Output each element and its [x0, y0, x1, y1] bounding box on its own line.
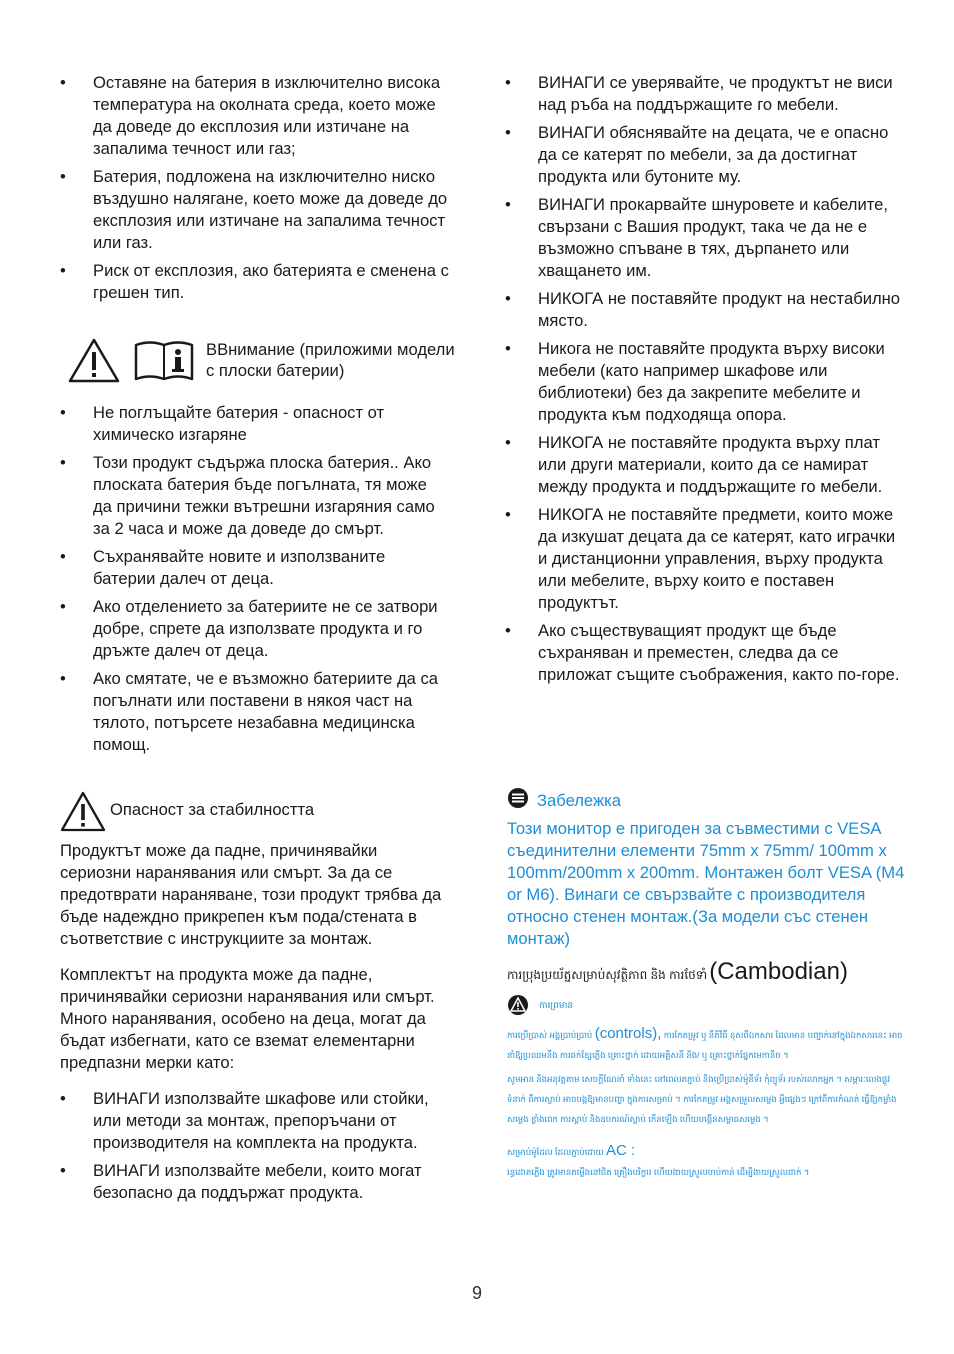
list-item: • Този продукт съдържа плоска батерия.. Ако плоската батерия бъде погълната, тя може да причини тежки вътрешни изгаряния само за 2 часа и може да доведе до смърт. — [60, 452, 450, 540]
page-number: 9 — [471, 1283, 482, 1303]
list-item: • НИКОГА не поставяйте продукта върху плат или други материали, които да се намират между продукта и поддържащите го мебели. — [505, 432, 905, 498]
khmer-p3-start: សម្រាប់ម៉ូដែល ដែលភ្ជាប់ដោយ — [507, 1147, 604, 1157]
khmer-paragraph-2: សូមអាន និងអនុវត្តតាម សេចក្តីណែនាំ ទាំងនេះ នៅពេលតភ្ជាប់ និងប្រើប្រាស់ម៉ូនីទ័រ កុំព្យូទ័រ របស់លោកអ្នក ។ សម្ភារៈលេងផ្លូវទំនាក់ ពីការស្លាប់ អាចបង្កឱ្យមានបញ្ហា ក្នុងការសម្រាប់ ។ ការកែតម្រូវ អង្គសម្រួលសម្លេង អ្វីផ្សេងៗ ក្រៅពីការកំណត់ ធ្វើឱ្យកម្លាំងសម្លេង ខ្លាំងពេក ការស្តាប់ និងឧបករណ៍ស្តាប់ កើនឡើង ហើយបង្កើនសម្ពាធសម្លេង ។ — [507, 1074, 897, 1124]
battery-warning-title: ВВнимание (приложими модели с плоски батерии) — [206, 340, 455, 380]
stability-warning-title: Опасност за стабилността — [110, 800, 315, 819]
khmer-p3-end: រន្ធដោតភ្លើង ត្រូវមានតម្លើងនៅជិត គ្រឿងបរិក្ខារ ហើយងាយស្រួលចាប់កាន់ ដើម្បីងាយស្រួលដាក់ ។ — [507, 1167, 810, 1177]
stability-paragraph-1: Продуктът може да падне, причинявайки сериозни наранявания или смърт. За да се предотврати нараняване, този продукт трябва да бъде надеждно прикрепен към пода/стената в съответствие с инструкциите за монтаж. — [60, 841, 442, 948]
khmer-p1-latin: (controls), — [594, 1025, 662, 1042]
list-item: • Ако смятате, че е възможно батериите да са погълнати или поставени в някоя част на тялото, потърсете незабавна медицинска помощ. — [60, 668, 450, 756]
list-item: • НИКОГА не поставяйте продукт на нестабилно място. — [505, 288, 905, 332]
stability-paragraph-2: Комплектът на продукта може да падне, причинявайки сериозни наранявания или смърт. Много наранявания, особено на деца, могат да бъдат избегнати, като се вземат елементарни предпазни мерки като: — [60, 965, 435, 1072]
khmer-p1-end: ការកែតម្រូវ ឬ នីតិវិធី ខុសពីឯកសារ ដែលមាន បញ្ជាក់នៅក្នុងឯកសារនេះ អាចនាំឱ្យប្រឈមនឹង ការឆក់ខ្សែភ្លើង គ្រោះថ្នាក់ ដោយអគ្គិសនី និង/ ឬ គ្រោះថ្នាក់ផ្នែកមេកានិច ។ — [507, 1030, 903, 1060]
stability-precautions-list — [60, 1088, 450, 1204]
note-text: Този монитор е пригоден за съвместими с VESA съединителни елементи 75mm x 75mm/ 100mm x 100mm/200mm x 200mm. Монтажен болт VESA (M4 or M6). Винаги се свързвайте с производителя относно стенен монтаж.(За модели със стенен монтаж) — [507, 819, 905, 948]
khmer-warning-label: ការព្រមាន — [539, 999, 574, 1010]
list-item: • Риск от експлозия, ако батерията е сменена с грешен тип. — [60, 260, 450, 304]
note-box — [507, 787, 907, 950]
battery-warning-header — [68, 337, 455, 387]
warning-triangle-icon — [68, 337, 120, 388]
stability-warning-header — [60, 790, 440, 834]
list-item: • НИКОГА не поставяйте предмети, които може да изкушат децата да се катерят, като играчки и дистанционни управления, върху продукта или мебелите, върху които е поставен продуктът. — [505, 504, 905, 614]
list-item: • Ако съществуващият продукт ще бъде съхраняван и преместен, следва да се приложат същите съображения, както по-горе. — [505, 620, 905, 686]
warning-triangle-icon — [60, 790, 106, 837]
note-label: Забележка — [537, 790, 621, 810]
khmer-p3-latin: AC : — [606, 1142, 636, 1159]
note-header — [507, 787, 907, 814]
battery-safety-section — [60, 402, 450, 762]
khmer-title-latin: (Cambodian) — [709, 958, 848, 985]
list-item: • Батерия, подложена на изключително ниско въздушно налягане, което може да доведе до експлозия или изтичане на запалима течност или газ. — [60, 166, 450, 254]
list-item: • ВИНАГИ се уверявайте, че продуктът не виси над ръба на поддържащите го мебели. — [505, 72, 905, 116]
khmer-paragraph-1 — [507, 1024, 907, 1065]
battery-safety-list — [60, 402, 450, 756]
left-column — [60, 72, 450, 310]
note-icon — [507, 787, 529, 814]
list-item: • ВИНАГИ обяснявайте на децата, че е опасно да се катерят по мебели, за да достигнат продукта или бутоните му. — [505, 122, 905, 188]
list-item: • ВИНАГИ използвайте мебели, които могат безопасно да поддържат продукта. — [60, 1160, 450, 1204]
info-manual-icon — [132, 339, 196, 388]
list-item: • ВИНАГИ използвайте шкафове или стойки, или методи за монтаж, препоръчани от производителя на комплекта на продукта. — [60, 1088, 450, 1154]
list-item: • Съхранявайте новите и използваните батерии далеч от деца. — [60, 546, 450, 590]
list-item: • ВИНАГИ прокарвайте шнуровете и кабелите, свързани с Вашия продукт, така че да не е възможно спъване в тях, дърпането или хващането им. — [505, 194, 905, 282]
right-column — [505, 72, 905, 692]
khmer-paragraph-3 — [507, 1141, 907, 1182]
khmer-section-title — [507, 958, 907, 986]
khmer-section — [507, 958, 907, 1182]
battery-hazard-list — [60, 72, 450, 304]
warning-circle-icon — [507, 994, 529, 1018]
list-item: • Не поглъщайте батерия - опасност от химическо изгаряне — [60, 402, 450, 446]
khmer-warning-header — [507, 994, 907, 1018]
list-item: • Оставяне на батерия в изключително висока температура на околната среда, което може да доведе до експлозия или изтичане на запалима течност или газ; — [60, 72, 450, 160]
khmer-p1-start: ការប្រើប្រាស់ អង្គប្រាប់ប្រាប់ — [507, 1030, 593, 1040]
stability-section — [60, 840, 450, 1210]
khmer-title-text: ការប្រុងប្រយ័ត្នសម្រាប់សុវត្ថិភាព និង ការថែទាំ — [507, 968, 708, 982]
list-item: • Ако отделението за батериите не се затвори добре, спрете да използвате продукта и го дръжте далеч от деца. — [60, 596, 450, 662]
list-item: • Никога не поставяйте продукта върху високи мебели (като например шкафове или библиотеки) без да закрепите мебелите и продукта към подходяща опора. — [505, 338, 905, 426]
furniture-safety-list — [505, 72, 905, 686]
